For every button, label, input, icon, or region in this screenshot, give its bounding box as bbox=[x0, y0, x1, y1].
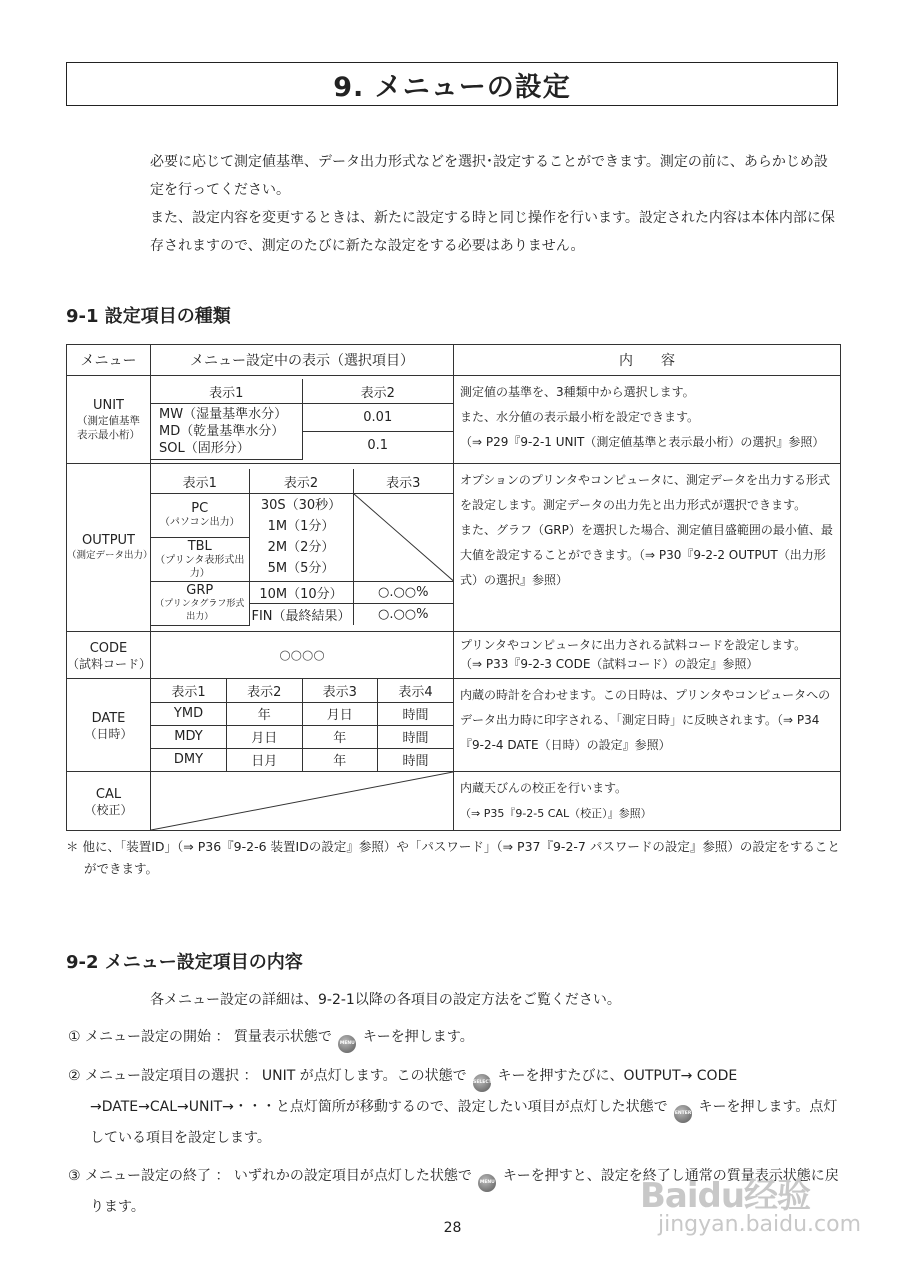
date-cell: 年 bbox=[302, 725, 378, 748]
menu-key-icon: MENU bbox=[338, 1035, 356, 1053]
menu-key-icon: MENU bbox=[478, 1174, 496, 1192]
date-header: 表示1 bbox=[151, 679, 227, 702]
cal-description bbox=[454, 772, 841, 831]
unit-h1: 表示1 bbox=[151, 379, 302, 403]
enter-key-icon: ENTER bbox=[674, 1105, 692, 1123]
output-pc bbox=[151, 493, 249, 537]
table-row-output bbox=[67, 464, 841, 632]
title-box bbox=[66, 62, 838, 106]
output-pct: ○.○○% bbox=[353, 581, 453, 603]
menu-unit bbox=[67, 376, 151, 464]
lead-text: 各メニュー設定の詳細は、9-2-1以降の各項目の設定方法をご覧ください。 bbox=[150, 992, 621, 1008]
menu-unit-sub: （測定値基準 bbox=[77, 415, 140, 427]
page-number: 28 bbox=[443, 1220, 462, 1236]
date-header: 表示3 bbox=[302, 679, 378, 702]
desc-line: 内蔵天びんの校正を行います。 bbox=[460, 781, 628, 795]
output-h3: 表示3 bbox=[353, 469, 453, 493]
menu-code-sub: （試料コード） bbox=[67, 656, 152, 671]
output-options-table bbox=[151, 469, 453, 626]
step-text: ① メニュー設定の開始 ： 質量表示状態で bbox=[68, 1029, 332, 1045]
date-cell: 時間 bbox=[378, 748, 454, 771]
menu-date-label: DATE bbox=[91, 710, 126, 726]
section-heading-9-1: 9-1 設定項目の種類 bbox=[66, 306, 231, 327]
diagonal-line bbox=[354, 494, 454, 581]
menu-cal bbox=[67, 772, 151, 831]
watermark-logo: Baidu经验 bbox=[640, 1176, 811, 1216]
desc-line: また、グラフ（GRP）を選択した場合、測定値目盛範囲の最小値、最大値を設定することができます。（⇒ P30『9-2-2 OUTPUT（出力形式）の選択』参照） bbox=[460, 523, 833, 587]
output-time: 1M（1分） bbox=[267, 519, 335, 535]
step-2 bbox=[66, 1061, 846, 1153]
date-options bbox=[151, 679, 454, 772]
output-tbl-label: TBL bbox=[187, 538, 212, 554]
desc-line: オプションのプリンタやコンピュータに、測定データを出力する形式を設定します。測定データの出力先と出力形式が選択できます。 bbox=[460, 473, 830, 512]
footnote bbox=[66, 836, 846, 880]
output-times bbox=[249, 493, 353, 581]
output-pc-sub: （パソコン出力） bbox=[159, 517, 240, 529]
output-time: 5M（5分） bbox=[267, 561, 335, 577]
step-text: キーを押します。 bbox=[362, 1029, 474, 1045]
date-header: 表示4 bbox=[378, 679, 454, 702]
menu-cal-label: CAL bbox=[95, 786, 122, 802]
output-diagonal-cell bbox=[353, 493, 453, 581]
date-cell: 日月 bbox=[227, 748, 303, 771]
output-time: 30S（30秒） bbox=[260, 498, 342, 514]
output-tbl-sub: （プリンタ表形式出力） bbox=[155, 554, 245, 579]
header-display: メニュー設定中の表示（選択項目） bbox=[151, 345, 454, 376]
desc-line: 測定値の基準を、3種類中から選択します。 bbox=[460, 385, 695, 399]
output-h1: 表示1 bbox=[151, 469, 249, 493]
date-cell: MDY bbox=[151, 725, 227, 748]
menu-cal-sub: （校正） bbox=[84, 802, 133, 817]
table-header-row bbox=[67, 345, 841, 376]
cal-diagonal-cell bbox=[151, 772, 454, 831]
table-row-cal bbox=[67, 772, 841, 831]
menu-unit-label: UNIT bbox=[92, 398, 124, 413]
table-row-unit bbox=[67, 376, 841, 464]
output-time: FIN（最終結果） bbox=[249, 603, 353, 625]
output-description bbox=[454, 464, 841, 632]
intro-paragraph: また、設定内容を変更するときは、新たに設定する時と同じ操作を行います。設定された内容は本体内部に保存されますので、測定のたびに新たな設定をする必要はありません。 bbox=[150, 210, 835, 254]
menu-output bbox=[67, 464, 151, 632]
desc-line: また、水分値の表示最小桁を設定できます。 bbox=[460, 410, 700, 424]
output-time: 10M（10分） bbox=[249, 581, 353, 603]
intro bbox=[150, 148, 840, 260]
step-text: ② メニュー設定項目の選択 ： UNIT が点灯します。この状態で bbox=[68, 1068, 467, 1084]
menu-output-label: OUTPUT bbox=[82, 533, 135, 548]
footnote-text: ＊ 他に、「装置ID」（⇒ P36『9-2-6 装置IDの設定』参照）や「パスワード」（⇒ P37『9-2-7 パスワードの設定』参照）の設定をすることができます。 bbox=[66, 839, 840, 876]
date-cell: YMD bbox=[151, 702, 227, 725]
unit-h2: 表示2 bbox=[302, 379, 453, 403]
date-header: 表示2 bbox=[227, 679, 303, 702]
output-h2: 表示2 bbox=[249, 469, 353, 493]
unit-digit: 0.1 bbox=[302, 432, 453, 460]
table-row-code bbox=[67, 632, 841, 679]
date-cell: 時間 bbox=[378, 725, 454, 748]
intro-paragraph: 必要に応じて測定値基準、データ出力形式などを選択･設定することができます。測定の前に、あらかじめ設定を行ってください。 bbox=[150, 154, 828, 198]
menu-date bbox=[67, 679, 151, 772]
unit-type: MW（湿量基準水分） bbox=[159, 406, 288, 422]
step-text: ③ メニュー設定の終了 ： いずれかの設定項目が点灯した状態で bbox=[68, 1168, 472, 1184]
unit-type: MD（乾量基準水分） bbox=[159, 423, 285, 439]
table-row-date bbox=[67, 679, 841, 772]
output-time: 2M（2分） bbox=[267, 540, 335, 556]
output-pct: ○.○○% bbox=[353, 603, 453, 625]
code-value: ○○○○ bbox=[151, 632, 454, 679]
menu-code bbox=[67, 632, 151, 679]
header-content: 内 容 bbox=[454, 345, 841, 376]
unit-description bbox=[454, 376, 841, 464]
output-grp-sub: （プリンタグラフ形式出力） bbox=[155, 598, 245, 622]
desc-line: （⇒ P35『9-2-5 CAL（校正）』参照） bbox=[460, 807, 652, 820]
date-description bbox=[454, 679, 841, 772]
menu-date-sub: （日時） bbox=[84, 726, 133, 741]
date-cell: 月日 bbox=[227, 725, 303, 748]
code-description bbox=[454, 632, 841, 679]
output-options bbox=[151, 464, 454, 632]
menu-items-table bbox=[66, 344, 841, 831]
desc-line: （⇒ P29『9-2-1 UNIT（測定値基準と表示最小桁）の選択』参照） bbox=[460, 435, 825, 449]
unit-options-table bbox=[151, 379, 453, 460]
step-1 bbox=[66, 1022, 846, 1053]
date-cell: 年 bbox=[302, 748, 378, 771]
unit-digit: 0.01 bbox=[302, 403, 453, 431]
desc-line: （⇒ P33『9-2-3 CODE（試料コード）の設定』参照） bbox=[460, 657, 759, 671]
select-key-icon: SELECT bbox=[473, 1074, 491, 1092]
diagonal-line bbox=[151, 772, 453, 830]
unit-options bbox=[151, 376, 454, 464]
header-menu: メニュー bbox=[67, 345, 151, 376]
unit-types bbox=[151, 403, 302, 459]
menu-output-sub: （測定データ出力） bbox=[67, 550, 153, 561]
date-cell: 年 bbox=[227, 702, 303, 725]
desc-line: プリンタやコンピュータに出力される試料コードを設定します。 bbox=[460, 638, 807, 652]
date-options-table bbox=[151, 679, 453, 771]
date-cell: DMY bbox=[151, 748, 227, 771]
output-grp bbox=[151, 581, 249, 625]
watermark-url: jingyan.baidu.com bbox=[658, 1212, 862, 1237]
menu-code-label: CODE bbox=[89, 640, 128, 656]
output-tbl bbox=[151, 537, 249, 581]
page-title: 9. メニューの設定 bbox=[333, 71, 571, 103]
step-text: キーを押すと、設定を終了し通常の質量表示状態に戻ります。 bbox=[90, 1168, 839, 1215]
step-text: キーを押します。点灯している項目を設定します。 bbox=[90, 1099, 838, 1146]
output-grp-label: GRP bbox=[186, 582, 214, 598]
date-cell: 時間 bbox=[378, 702, 454, 725]
output-pc-label: PC bbox=[191, 501, 209, 517]
menu-unit-sub: 表示最小桁） bbox=[77, 429, 140, 441]
date-cell: 月日 bbox=[302, 702, 378, 725]
step-text: キーを押すたびに、OUTPUT→ CODE →DATE→CAL→UNIT→・・・と点灯箇所が移動するので、設定したい項目が点灯した状態で bbox=[90, 1068, 738, 1115]
desc-line: 内蔵の時計を合わせます。この日時は、プリンタやコンピュータへのデータ出力時に印字される、「測定日時」に反映されます。（⇒ P34『9-2-4 DATE（日時）の設定』参照） bbox=[460, 688, 831, 752]
unit-type: SOL（固形分） bbox=[159, 440, 250, 456]
section-heading-9-2: 9-2 メニュー設定項目の内容 bbox=[66, 952, 303, 973]
